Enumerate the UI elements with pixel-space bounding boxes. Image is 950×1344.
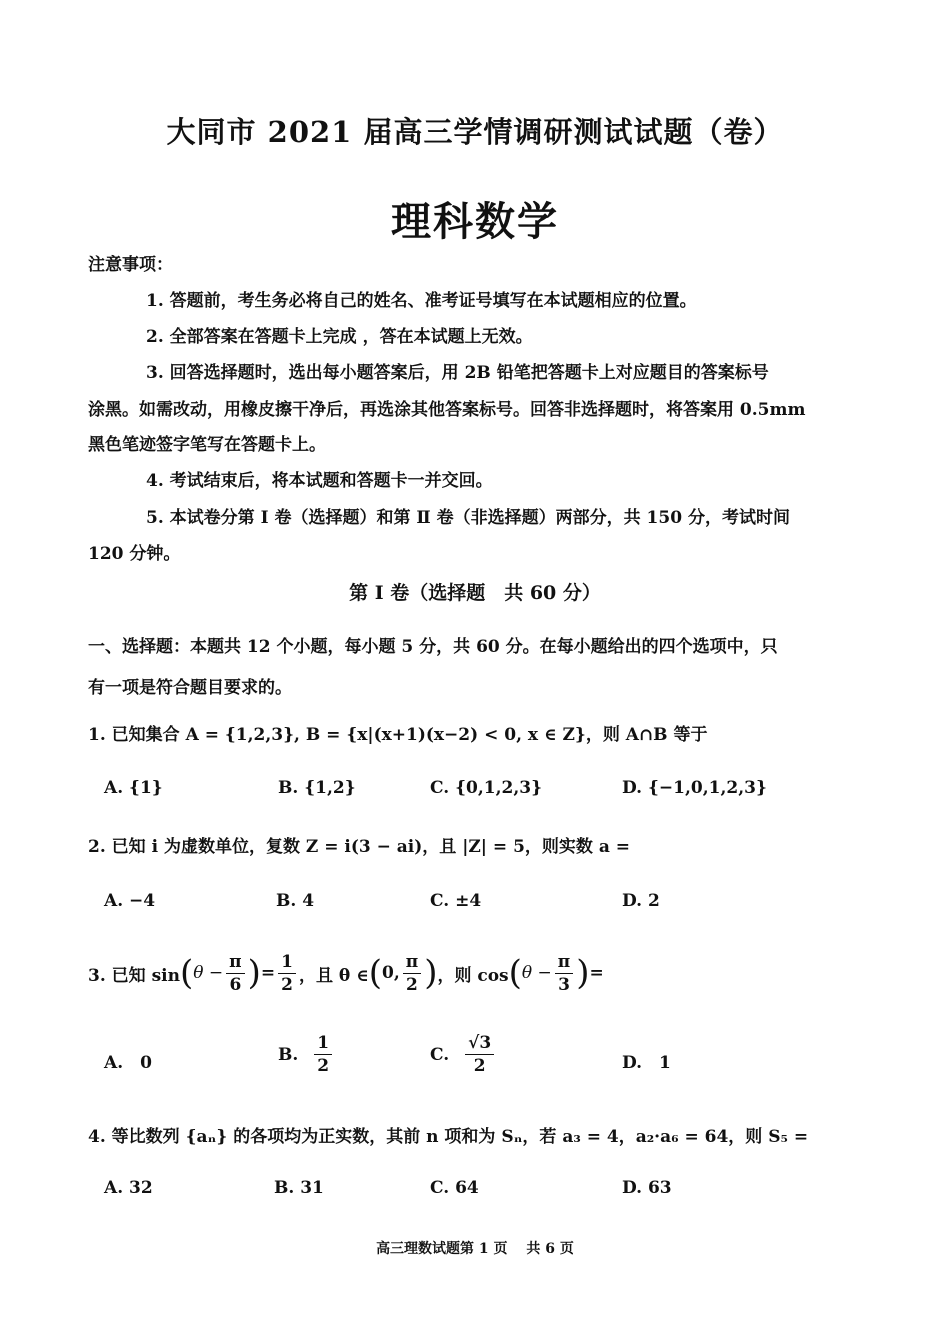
- q1-option-b: B. {1,2}: [278, 778, 356, 798]
- q2-option-c: C. ±4: [430, 891, 482, 911]
- frac-den: 6: [229, 974, 242, 995]
- part1-heading: 第 Ⅰ 卷（选择题 共 60 分）: [349, 582, 601, 604]
- close-paren: ): [424, 953, 438, 993]
- q3-mid: ，且 θ ∈: [298, 965, 369, 986]
- q4-option-c: C. 64: [430, 1178, 479, 1198]
- frac-den: 2: [281, 974, 293, 995]
- q3-then: ，则 cos: [437, 965, 509, 986]
- fraction-pi-over-2: [403, 951, 421, 996]
- question-4: 4. 等比数列 {aₙ} 的各项均为正实数，其前 n 项和为 Sₙ，若 a₃ = 4，a₂·a₆ = 64，则 S₅ =: [88, 1127, 809, 1147]
- notice-item-4: 4. 考试结束后，将本试题和答题卡一并交回。: [146, 471, 493, 491]
- q3-option-c-label: C.: [430, 1044, 450, 1065]
- fraction-1-over-2: [314, 1032, 332, 1077]
- notice-item-3-line1: 3. 回答选择题时，选出每小题答案后，用 2B 铅笔把答题卡上对应题目的答案标号: [146, 363, 769, 383]
- fraction-pi-over-3: [555, 951, 573, 996]
- notice-item-5-line1: 5. 本试卷分第 Ⅰ 卷（选择题）和第 Ⅱ 卷（非选择题）两部分，共 150 分，考试时间: [146, 508, 790, 528]
- frac-num: 1: [314, 1032, 332, 1055]
- fraction-1-over-2: [278, 951, 296, 996]
- open-paren: (: [179, 953, 194, 993]
- q1-option-a: A. {1}: [104, 778, 163, 798]
- frac-num: π: [403, 951, 421, 974]
- open-paren: (: [508, 953, 522, 993]
- q3-prefix: 3. 已知 sin: [88, 965, 180, 986]
- notice-item-3-line2: 涂黑。如需改动，用橡皮擦干净后，再选涂其他答案标号。回答非选择题时，将答案用 0.5mm: [88, 400, 806, 420]
- frac-num: π: [226, 951, 244, 974]
- section-intro-line2: 有一项是符合题目要求的。: [88, 678, 292, 698]
- q1-option-c: C. {0,1,2,3}: [430, 778, 543, 798]
- q2-option-b: B. 4: [276, 891, 315, 911]
- q2-option-a: A. −4: [104, 891, 156, 911]
- q1-option-d: D. {−1,0,1,2,3}: [622, 778, 767, 798]
- q3-option-b-label: B.: [278, 1044, 299, 1065]
- frac-den: 2: [406, 974, 418, 995]
- frac-num: 1: [278, 951, 296, 974]
- notice-item-1: 1. 答题前，考生务必将自己的姓名、准考证号填写在本试题相应的位置。: [146, 291, 697, 311]
- notice-item-5-line2: 120 分钟。: [88, 544, 181, 564]
- q2-option-d: D. 2: [622, 891, 660, 911]
- notice-item-3-line3: 黑色笔迹签字笔写在答题卡上。: [88, 435, 326, 455]
- close-paren: ): [576, 953, 590, 993]
- page-footer: 高三理数试题第 1 页 共 6 页: [376, 1241, 574, 1257]
- q3-arg1: θ −: [193, 963, 224, 983]
- q4-option-a: A. 32: [104, 1178, 153, 1198]
- section-intro-line1: 一、选择题：本题共 12 个小题，每小题 5 分，共 60 分。在每小题给出的四个选项中，只: [88, 637, 778, 657]
- frac-num: π: [555, 951, 573, 974]
- q3-arg2: θ −: [521, 963, 552, 983]
- q4-option-d: D. 63: [622, 1178, 672, 1198]
- frac-den: 2: [473, 1056, 486, 1076]
- frac-den: 2: [317, 1056, 330, 1076]
- frac-den: 3: [558, 974, 570, 995]
- close-paren: ): [247, 953, 261, 993]
- fraction-pi-over-6: [226, 951, 244, 996]
- question-2: 2. 已知 i 为虚数单位，复数 Z = i(3 − ai)，且 |Z| = 5，则实数 a =: [88, 837, 630, 857]
- q3-option-a: A. 0: [104, 1053, 152, 1073]
- subject-title: 理科数学: [391, 198, 559, 245]
- fraction-sqrt3-over-2: [465, 1032, 494, 1077]
- q3-zero: 0,: [381, 963, 400, 983]
- notice-heading: 注意事项：: [88, 255, 173, 275]
- q3-option-c: [430, 1032, 497, 1077]
- q3-eq: =: [260, 963, 276, 983]
- open-paren: (: [368, 953, 382, 993]
- q3-option-b: [278, 1032, 335, 1077]
- question-3: [88, 942, 604, 1004]
- q4-option-b: B. 31: [274, 1178, 324, 1198]
- frac-num: √3: [465, 1032, 494, 1055]
- q3-option-d: D. 1: [622, 1053, 671, 1073]
- q3-end: =: [589, 963, 604, 983]
- exam-title: 大同市 2021 届高三学情调研测试试题（卷）: [166, 115, 784, 149]
- question-1: 1. 已知集合 A = {1,2,3}, B = {x|(x+1)(x−2) < 0, x ∈ Z}，则 A∩B 等于: [88, 725, 708, 745]
- notice-item-2: 2. 全部答案在答题卡上完成 ，答在本试题上无效。: [146, 327, 533, 347]
